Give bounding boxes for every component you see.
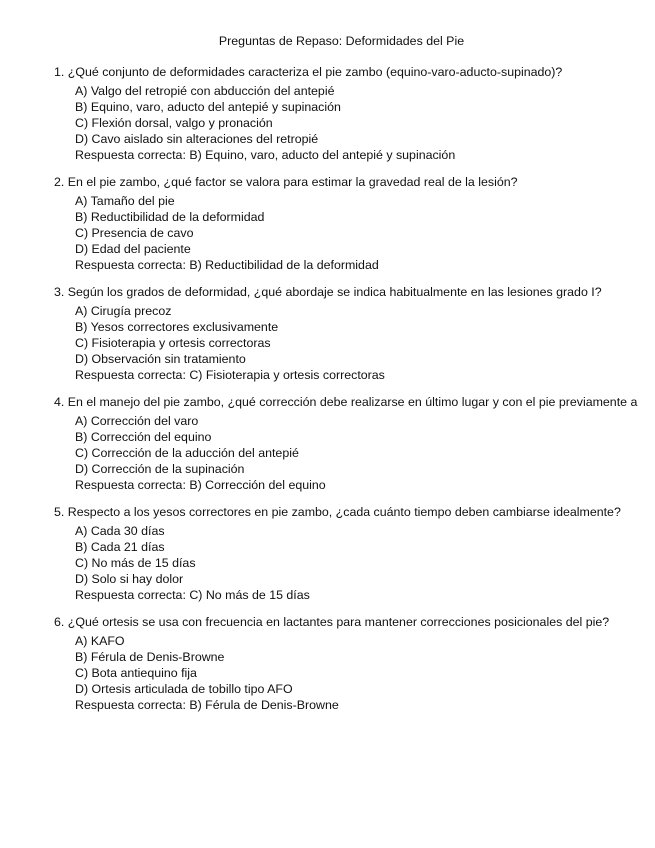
question-5 [54, 504, 655, 603]
question-text: 6. ¿Qué ortesis se usa con frecuencia en lactantes para mantener correcciones posicionales del pie? [54, 615, 610, 629]
correct-answer: Respuesta correcta: C) Fisioterapia y ortesis correctoras [75, 368, 385, 382]
option-a: A) Tamaño del pie [75, 194, 175, 208]
option-b: B) Reductibilidad de la deformidad [75, 210, 265, 224]
option-a: A) Cada 30 días [75, 524, 165, 538]
option-c: C) Corrección de la aducción del antepié [75, 446, 299, 460]
question-text: 2. En el pie zambo, ¿qué factor se valora para estimar la gravedad real de la lesión? [54, 175, 518, 189]
option-d: D) Ortesis articulada de tobillo tipo AFO [75, 682, 293, 696]
option-c: C) No más de 15 días [75, 556, 196, 570]
option-b: B) Cada 21 días [75, 540, 165, 554]
question-text: 5. Respecto a los yesos correctores en pie zambo, ¿cada cuánto tiempo deben cambiarse idealmente? [54, 505, 621, 519]
correct-answer: Respuesta correcta: B) Equino, varo, aducto del antepié y supinación [75, 148, 456, 162]
option-c: C) Fisioterapia y ortesis correctoras [75, 336, 271, 350]
correct-answer: Respuesta correcta: B) Reductibilidad de la deformidad [75, 258, 379, 272]
option-d: D) Solo si hay dolor [75, 572, 184, 586]
option-d: D) Edad del paciente [75, 242, 191, 256]
option-d: D) Cavo aislado sin alteraciones del retropié [75, 132, 319, 146]
option-b: B) Equino, varo, aducto del antepié y supinación [75, 100, 341, 114]
correct-answer: Respuesta correcta: C) No más de 15 días [75, 588, 310, 602]
option-d: D) Observación sin tratamiento [75, 352, 246, 366]
option-list [75, 523, 655, 603]
question-3 [54, 284, 655, 383]
question-text: 3. Según los grados de deformidad, ¿qué abordaje se indica habitualmente en las lesiones grado I? [54, 285, 602, 299]
question-6 [54, 614, 655, 713]
question-text: 4. En el manejo del pie zambo, ¿qué corrección debe realizarse en último lugar y con el pie previamente a [54, 395, 638, 409]
option-b: B) Corrección del equino [75, 430, 212, 444]
correct-answer: Respuesta correcta: B) Corrección del equino [75, 478, 326, 492]
option-a: A) Cirugía precoz [75, 304, 172, 318]
question-4 [54, 394, 655, 493]
option-a: A) Corrección del varo [75, 414, 199, 428]
document-title: Preguntas de Repaso: Deformidades del Pie [218, 34, 465, 48]
option-list [75, 83, 655, 163]
option-c: C) Presencia de cavo [75, 226, 194, 240]
question-2 [54, 174, 655, 273]
option-c: C) Flexión dorsal, valgo y pronación [75, 116, 273, 130]
option-list [75, 413, 655, 493]
option-list [75, 633, 655, 713]
option-b: B) Férula de Denis-Browne [75, 650, 225, 664]
option-a: A) KAFO [75, 634, 125, 648]
question-list [54, 64, 655, 724]
question-1 [54, 64, 655, 163]
option-d: D) Corrección de la supinación [75, 462, 245, 476]
option-list [75, 193, 655, 273]
correct-answer: Respuesta correcta: B) Férula de Denis-Browne [75, 698, 339, 712]
option-c: C) Bota antiequino fija [75, 666, 197, 680]
option-b: B) Yesos correctores exclusivamente [75, 320, 279, 334]
option-a: A) Valgo del retropié con abducción del antepié [75, 84, 335, 98]
question-text: 1. ¿Qué conjunto de deformidades caracteriza el pie zambo (equino-varo-aducto-supinado)? [54, 65, 563, 79]
option-list [75, 303, 655, 383]
